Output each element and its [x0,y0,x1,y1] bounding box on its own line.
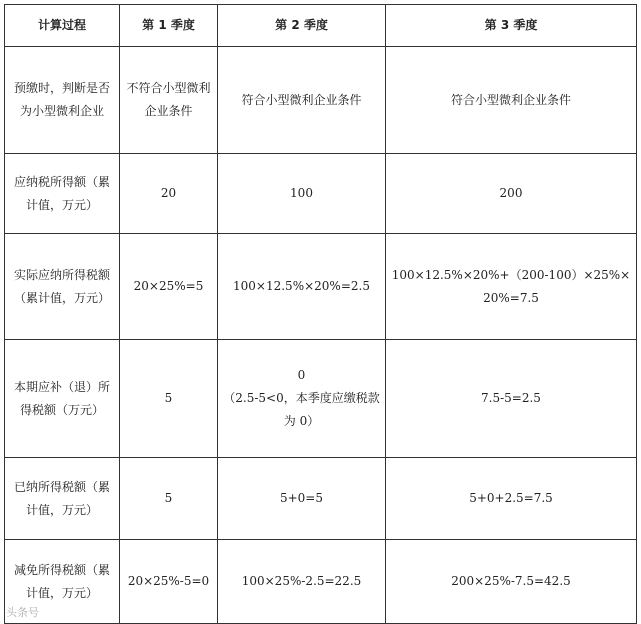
table-row [5,47,637,154]
cell-q2: 100×25%-2.5=22.5 [218,540,386,624]
table-row [5,458,637,540]
cell-q2: 100×12.5%×20%=2.5 [218,234,386,340]
cell-q3: 200×25%-7.5=42.5 [386,540,637,624]
table-row [5,234,637,340]
cell-q1: 20×25%-5=0 [120,540,218,624]
cell-q2-note: （2.5-5<0，本季度应缴税款为 0） [223,391,380,428]
table-row [5,154,637,234]
row-label: 预缴时，判断是否为小型微利企业 [5,47,120,154]
cell-q2-value: 0 [297,368,306,383]
header-q1: 第 1 季度 [120,5,218,47]
row-label: 实际应纳所得税额（累计值，万元） [5,234,120,340]
header-q3: 第 3 季度 [386,5,637,47]
row-label: 已纳所得税额（累计值，万元） [5,458,120,540]
cell-q3: 200 [386,154,637,234]
cell-q3: 符合小型微利企业条件 [386,47,637,154]
cell-q1: 不符合小型微利企业条件 [120,47,218,154]
header-q2: 第 2 季度 [218,5,386,47]
header-calculation: 计算过程 [5,5,120,47]
header-row [5,5,637,47]
cell-q3: 7.5-5=2.5 [386,340,637,458]
cell-q3: 5+0+2.5=7.5 [386,458,637,540]
row-label: 本期应补（退）所得税额（万元） [5,340,120,458]
table-row [5,340,637,458]
row-label: 减免所得税额（累计值，万元） [5,540,120,624]
cell-q2 [218,340,386,458]
cell-q1: 20 [120,154,218,234]
cell-q1: 5 [120,458,218,540]
cell-q3: 100×12.5%×20%+（200-100）×25%×20%=7.5 [386,234,637,340]
cell-q2: 100 [218,154,386,234]
cell-q1: 5 [120,340,218,458]
cell-q2: 符合小型微利企业条件 [218,47,386,154]
cell-q1: 20×25%=5 [120,234,218,340]
row-label: 应纳税所得额（累计值，万元） [5,154,120,234]
table-row [5,540,637,624]
watermark: 头条号 [6,606,39,619]
cell-q2: 5+0=5 [218,458,386,540]
tax-calculation-table [4,4,637,624]
